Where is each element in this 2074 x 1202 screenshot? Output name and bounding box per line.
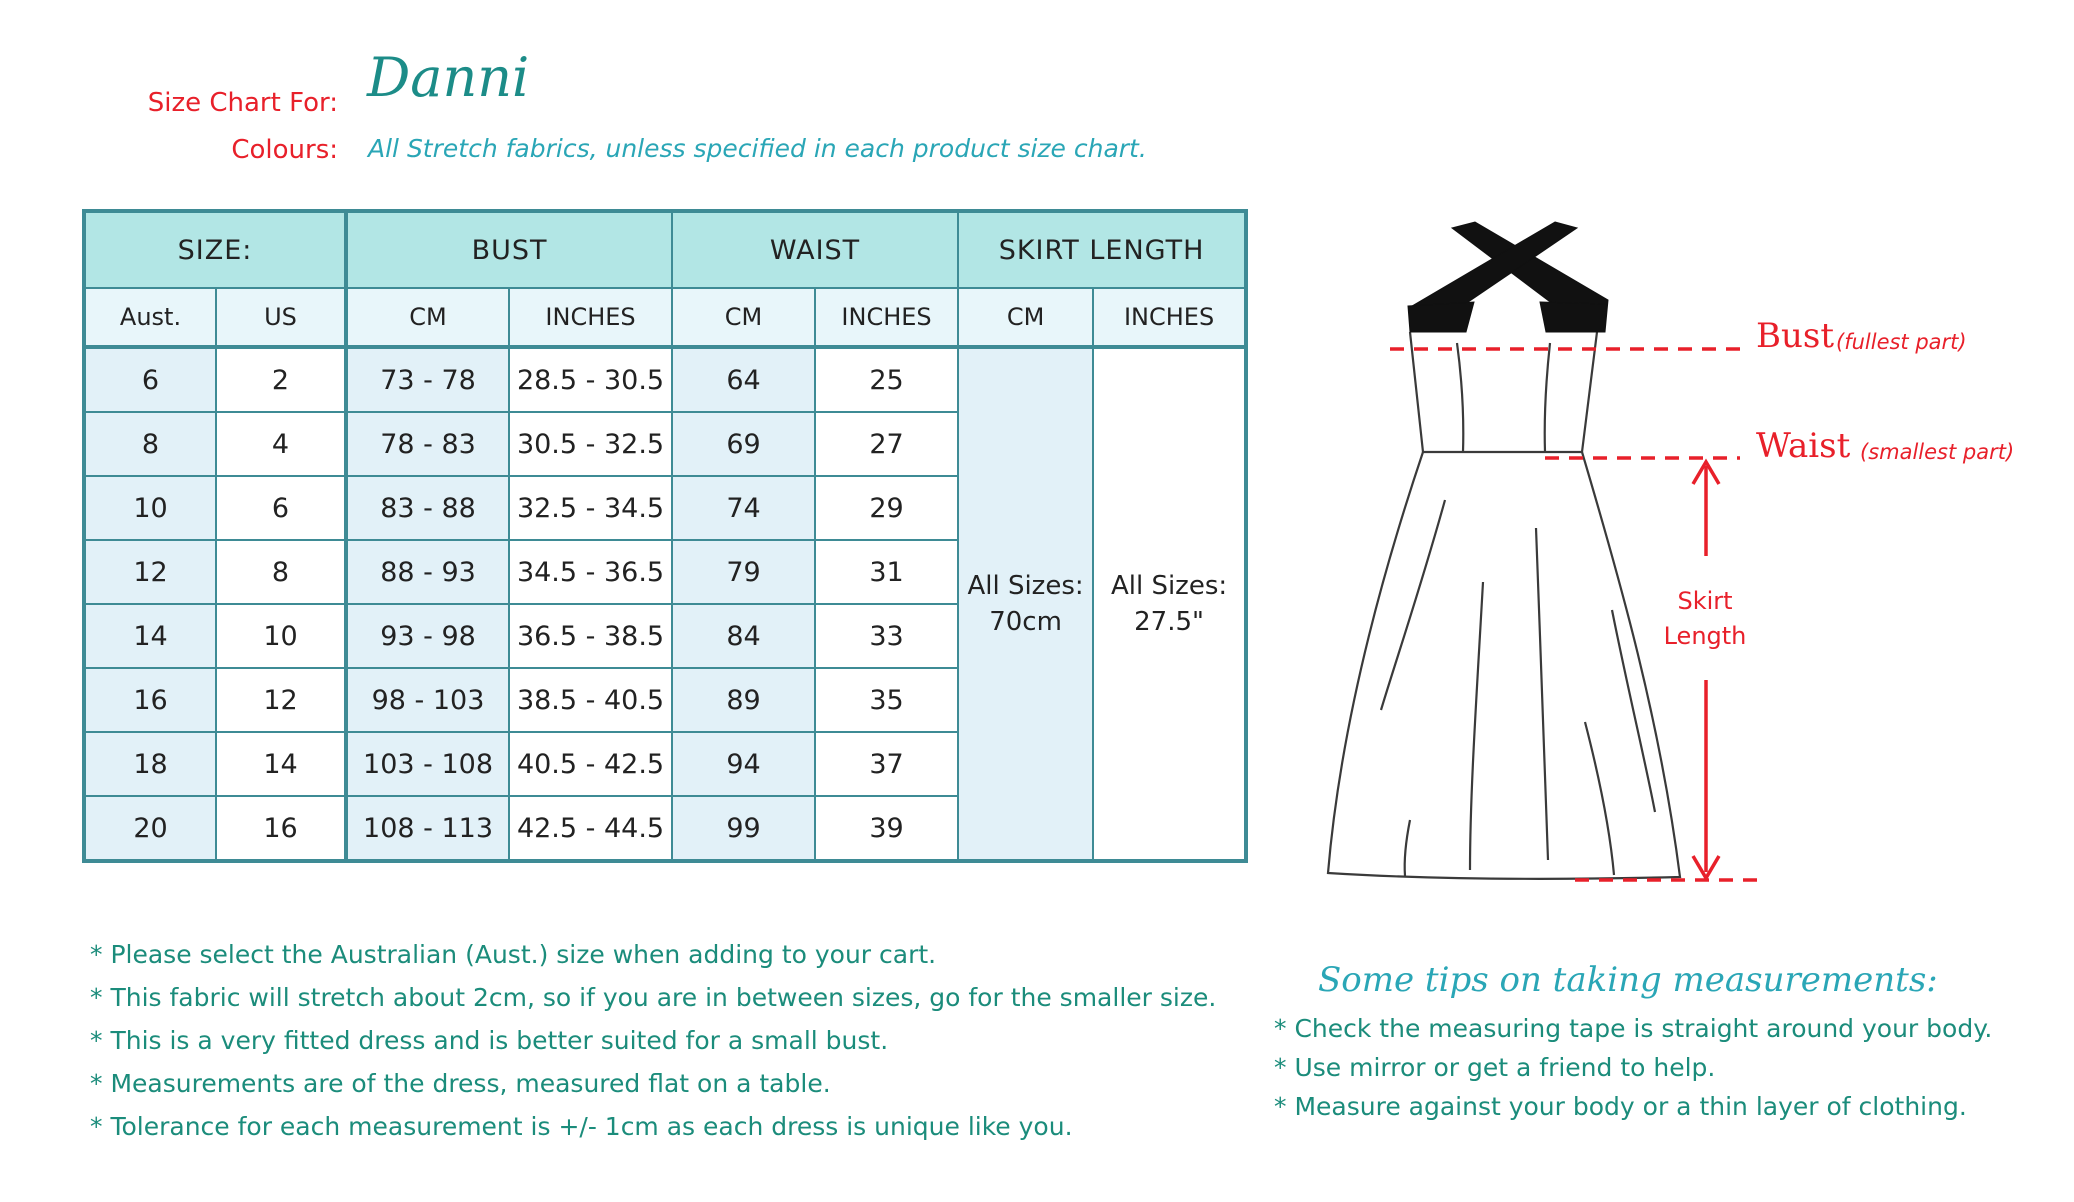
size-chart-label: Size Chart For: — [147, 88, 338, 118]
bust-cm-cell: 93 - 98 — [346, 604, 509, 668]
waist-inches-cell: 29 — [815, 476, 958, 540]
bust-inches-cell: 38.5 - 40.5 — [509, 668, 672, 732]
bust-inches-cell: 32.5 - 34.5 — [509, 476, 672, 540]
size-group-header: SIZE: — [84, 211, 346, 288]
skirt-length-label — [1650, 584, 1760, 654]
us-size-cell: 8 — [216, 540, 346, 604]
aust-size-cell: 14 — [84, 604, 216, 668]
tip-item: * Measure against your body or a thin layer of clothing. — [1274, 1092, 1967, 1121]
us-size-cell: 2 — [216, 347, 346, 412]
waist-cm-cell: 84 — [672, 604, 815, 668]
tips-list — [1274, 1014, 1992, 1131]
skirt-length-group-header: SKIRT LENGTH — [958, 211, 1246, 288]
waist-cm-cell: 69 — [672, 412, 815, 476]
waist-inches-cell: 27 — [815, 412, 958, 476]
aust-size-cell: 6 — [84, 347, 216, 412]
waist-cm-cell: 79 — [672, 540, 815, 604]
us-size-cell: 4 — [216, 412, 346, 476]
waist-cm-cell: 74 — [672, 476, 815, 540]
skirt-cm-value: 70cm — [989, 607, 1062, 637]
waist-cm-header: CM — [672, 288, 815, 347]
skirt-fold-5 — [1585, 722, 1614, 875]
waist-inches-cell: 31 — [815, 540, 958, 604]
dress-outline — [1328, 332, 1680, 879]
skirt-fold-6 — [1405, 820, 1410, 876]
aust-size-cell: 10 — [84, 476, 216, 540]
waist-cm-cell: 64 — [672, 347, 815, 412]
bust-inches-cell: 40.5 - 42.5 — [509, 732, 672, 796]
product-title: Danni — [367, 46, 530, 109]
tip-item: * Use mirror or get a friend to help. — [1274, 1053, 1716, 1082]
waist-cm-cell: 94 — [672, 732, 815, 796]
notes-list — [90, 940, 1216, 1155]
skirt-cm-all-sizes-cell — [958, 347, 1093, 861]
us-size-cell: 12 — [216, 668, 346, 732]
skirt-fold-1 — [1381, 500, 1445, 710]
us-size-cell: 6 — [216, 476, 346, 540]
bust-inches-cell: 36.5 - 38.5 — [509, 604, 672, 668]
waist-inches-cell: 37 — [815, 732, 958, 796]
bust-note: (fullest part) — [1836, 330, 1967, 354]
waist-inches-cell: 25 — [815, 347, 958, 412]
neckline-band-right — [1540, 302, 1606, 332]
note-item: * Tolerance for each measurement is +/- 1cm as each dress is unique like you. — [90, 1112, 1073, 1141]
colours-label: Colours: — [231, 135, 338, 165]
bust-inches-header: INCHES — [509, 288, 672, 347]
bust-inches-cell: 42.5 - 44.5 — [509, 796, 672, 861]
skirt-fold-2 — [1470, 582, 1483, 870]
bust-inches-cell: 34.5 - 36.5 — [509, 540, 672, 604]
neckline-band-left — [1408, 302, 1474, 332]
waist-cm-cell: 99 — [672, 796, 815, 861]
skirt-label-line2: Length — [1663, 622, 1747, 650]
skirt-outline — [1328, 452, 1680, 879]
skirt-fold-3 — [1536, 528, 1548, 860]
us-header: US — [216, 288, 346, 347]
skirt-inches-all-sizes-cell — [1093, 347, 1246, 861]
skirt-label-line1: Skirt — [1677, 587, 1733, 615]
skirt-cm-label: All Sizes: — [967, 571, 1084, 601]
size-table — [82, 209, 1248, 863]
note-item: * This fabric will stretch about 2cm, so if you are in between sizes, go for the smaller size. — [90, 983, 1217, 1012]
skirt-inches-label: All Sizes: — [1110, 571, 1228, 601]
waist-note: (smallest part) — [1860, 440, 2015, 464]
aust-size-cell: 20 — [84, 796, 216, 861]
us-size-cell: 14 — [216, 732, 346, 796]
waist-inches-cell: 33 — [815, 604, 958, 668]
bust-label: Bust — [1756, 316, 1834, 356]
waist-inches-header: INCHES — [815, 288, 958, 347]
aust-size-cell: 16 — [84, 668, 216, 732]
aust-size-cell: 12 — [84, 540, 216, 604]
note-item: * Please select the Australian (Aust.) size when adding to your cart. — [90, 940, 937, 969]
waist-label: Waist — [1756, 426, 1851, 466]
bodice-right-seam — [1545, 343, 1550, 452]
tip-item: * Check the measuring tape is straight around your body. — [1274, 1014, 1993, 1043]
waist-inches-cell: 35 — [815, 668, 958, 732]
bust-cm-cell: 73 - 78 — [346, 347, 509, 412]
us-size-cell: 10 — [216, 604, 346, 668]
bust-group-header: BUST — [346, 211, 672, 288]
bust-cm-cell: 98 - 103 — [346, 668, 509, 732]
tips-title: Some tips on taking measurements: — [1318, 960, 1938, 1000]
aust-header: Aust. — [84, 288, 216, 347]
table-row — [84, 347, 1246, 412]
waist-cm-cell: 89 — [672, 668, 815, 732]
skirt-cm-header: CM — [958, 288, 1093, 347]
note-item: * This is a very fitted dress and is better suited for a small bust. — [90, 1026, 889, 1055]
waist-group-header: WAIST — [672, 211, 958, 288]
bodice-left-seam — [1457, 343, 1463, 452]
skirt-inches-header: INCHES — [1093, 288, 1246, 347]
us-size-cell: 16 — [216, 796, 346, 861]
bust-cm-header: CM — [346, 288, 509, 347]
size-table-body — [84, 347, 1246, 861]
aust-size-cell: 18 — [84, 732, 216, 796]
aust-size-cell: 8 — [84, 412, 216, 476]
bust-cm-cell: 78 - 83 — [346, 412, 509, 476]
dress-straps — [1408, 222, 1608, 332]
skirt-inches-value: 27.5" — [1134, 607, 1204, 637]
bust-cm-cell: 108 - 113 — [346, 796, 509, 861]
dress-diagram — [1300, 210, 2060, 900]
bust-inches-cell: 28.5 - 30.5 — [509, 347, 672, 412]
bust-cm-cell: 83 - 88 — [346, 476, 509, 540]
waist-inches-cell: 39 — [815, 796, 958, 861]
bust-inches-cell: 30.5 - 32.5 — [509, 412, 672, 476]
bust-cm-cell: 88 - 93 — [346, 540, 509, 604]
colours-text: All Stretch fabrics, unless specified in each product size chart. — [368, 134, 1147, 163]
note-item: * Measurements are of the dress, measured flat on a table. — [90, 1069, 831, 1098]
bust-cm-cell: 103 - 108 — [346, 732, 509, 796]
